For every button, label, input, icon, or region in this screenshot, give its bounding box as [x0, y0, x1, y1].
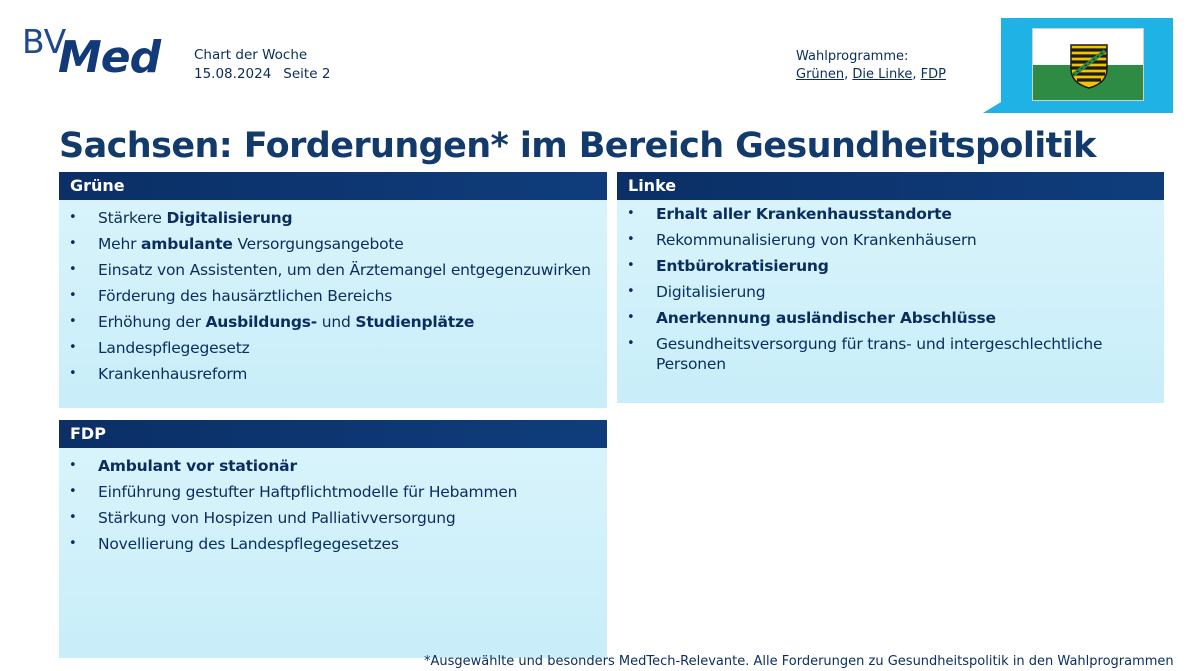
list-item: [59, 260, 607, 280]
panel-heading: Grüne: [59, 172, 607, 200]
list-item: [59, 508, 607, 528]
text: Gesundheitsversorgung für trans- und intergeschlechtliche Personen: [656, 335, 1103, 373]
panel-fdp: [59, 420, 607, 658]
panel-heading: Linke: [617, 172, 1164, 200]
text: Einführung gestufter Haftpflichtmodelle für Hebammen: [98, 483, 518, 501]
panel-linke: [617, 172, 1164, 403]
link-fdp[interactable]: FDP: [920, 67, 946, 82]
panel-body: [59, 448, 607, 658]
list-item: [59, 338, 607, 358]
panel-heading: FDP: [59, 420, 607, 448]
link-linke[interactable]: Die Linke: [852, 67, 913, 82]
list-item: [59, 208, 607, 228]
list-item: [59, 534, 607, 554]
bold-text: Erhalt aller Krankenhausstandorte: [656, 205, 952, 223]
chart-meta: [194, 46, 330, 84]
bold-text: Digitalisierung: [166, 209, 293, 227]
demand-list: [617, 200, 1164, 374]
bold-text: Studienplätze: [355, 313, 475, 331]
list-item: [617, 204, 1164, 224]
date-line: [194, 65, 330, 84]
bvmed-logo: [22, 22, 182, 84]
bold-text: Ambulant vor stationär: [98, 457, 297, 475]
wahlprogramme-label: Wahlprogramme:: [796, 49, 909, 64]
page-number: Seite 2: [283, 66, 331, 82]
list-item: [617, 308, 1164, 328]
link-gruene[interactable]: Grünen: [796, 67, 845, 82]
footnote: *Ausgewählte und besonders MedTech-Relevante. Alle Forderungen zu Gesundheitspolitik in den Wahlprogrammen: [424, 654, 1174, 669]
text: Einsatz von Assistenten, um den Ärztemangel entgegenzuwirken: [98, 261, 591, 279]
list-item: [59, 482, 607, 502]
chart-date: 15.08.2024: [194, 66, 272, 82]
text: Digitalisierung: [656, 283, 766, 301]
list-item: [59, 234, 607, 254]
page-title: Sachsen: Forderungen* im Bereich Gesundheitspolitik: [59, 126, 1096, 166]
wahlprogramme-link-list: [796, 66, 946, 84]
text: Förderung des hausärztlichen Bereichs: [98, 287, 393, 305]
text: Stärkere: [98, 209, 167, 227]
list-item: [617, 230, 1164, 250]
wahlprogramme-links: [796, 48, 946, 84]
list-item: [59, 312, 607, 332]
text: Novellierung des Landespflegegesetzes: [98, 535, 399, 553]
logo-bv-text: BV: [22, 22, 67, 61]
bold-text: Entbürokratisierung: [656, 257, 829, 275]
list-item: [617, 256, 1164, 276]
text: Erhöhung der: [98, 313, 206, 331]
text: Mehr: [98, 235, 142, 253]
coat-of-arms-icon: [1069, 43, 1109, 89]
list-item: [617, 282, 1164, 302]
list-item: [617, 334, 1164, 374]
bold-text: Ausbildungs-: [205, 313, 318, 331]
text: Krankenhausreform: [98, 365, 248, 383]
list-item: [59, 364, 607, 384]
panel-gruene: [59, 172, 607, 408]
text: Rekommunalisierung von Krankenhäusern: [656, 231, 977, 249]
bold-text: Anerkennung ausländischer Abschlüsse: [656, 309, 996, 327]
text: Landespflegegesetz: [98, 339, 250, 357]
logo-med-text: Med: [58, 32, 161, 83]
text: Stärkung von Hospizen und Palliativversorgung: [98, 509, 456, 527]
panel-body: [617, 200, 1164, 403]
flag-frame-corner: [983, 102, 1001, 113]
bold-text: ambulante: [141, 235, 233, 253]
link-separator: ,: [844, 67, 853, 82]
saxony-flag-icon: [1032, 28, 1144, 101]
demand-list: [59, 448, 607, 554]
flag-panel: [983, 18, 1173, 113]
link-separator: ,: [912, 67, 921, 82]
text: Versorgungsangebote: [232, 235, 404, 253]
chart-label: Chart der Woche: [194, 47, 308, 63]
list-item: [59, 286, 607, 306]
text: und: [317, 313, 356, 331]
panel-body: [59, 200, 607, 408]
list-item: [59, 456, 607, 476]
demand-list: [59, 200, 607, 384]
